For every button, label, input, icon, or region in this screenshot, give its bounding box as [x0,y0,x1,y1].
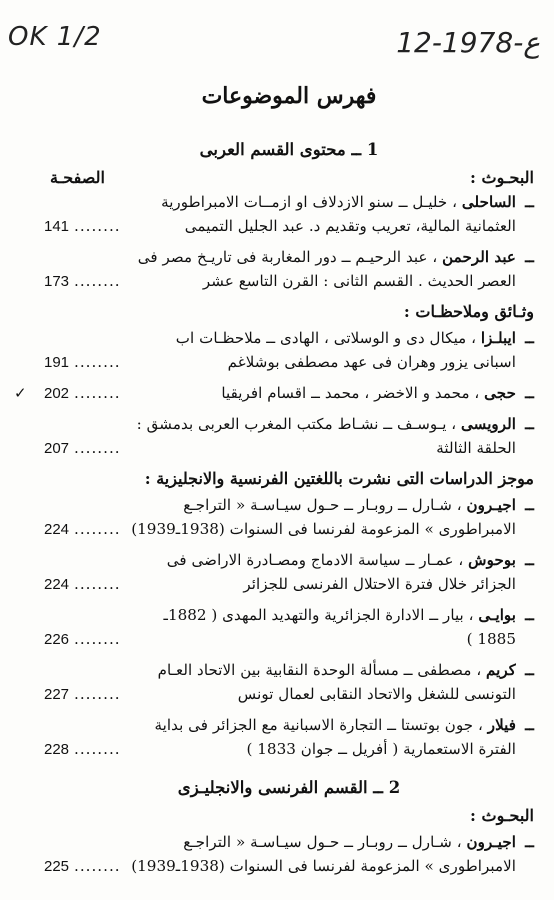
entry-first-line [44,190,534,214]
entry-title-part: ، جون بوتستا ــ التجارة الاسبانية مع الجزائر فى بداية [154,716,483,734]
entry-title-part: ، شـارل ــ روبـار ــ حـول سيـاسـة « التراجـع [183,833,462,851]
handwritten-date: 12-ع-1978 [396,26,540,59]
author-name: اجيـرون [466,496,516,514]
entry-dash: ــ [525,833,534,851]
entry-first-line [44,658,534,682]
entry-text [44,658,516,682]
entry-title-part: ، ميكال دى و الوسلاتى ، الهادى ــ ملاحظـات اب [175,329,477,347]
author-name: ايبلـزا [480,329,516,347]
summaries-list [44,493,534,762]
page-number: 224 [44,576,70,593]
entry-title-part: ، خليـل ــ سنو الازدلاف او ازمــات الامبراطورية [161,193,458,211]
entry-text: العصر الحديث . القسم الثانى : القرن التاسع عشر [202,272,516,290]
toc-page [14,83,534,885]
page-number: 141 [44,218,70,235]
author-name: عبد الرحمن [442,248,516,266]
entry-continuation-line [44,436,534,461]
author-name: بوحوش [468,551,516,569]
entry-text [44,493,516,517]
toc-entry [14,381,534,406]
entry-dash: ــ [525,716,534,734]
leader-dots: ........ [74,217,121,235]
entry-text [44,245,516,269]
page-column-label: الصفحـة [50,168,105,187]
entry-text [44,548,516,572]
leader-dots: ........ [74,857,121,875]
author-name: فيلار [487,716,516,734]
toc-entry [44,603,534,652]
documents-heading: وثـائق وملاحظـات : [403,302,534,321]
author-name: اجيـرون [466,833,516,851]
entry-first-line [44,830,534,854]
entry-dash: ــ [525,606,534,624]
entry-title-part: ، شـارل ــ روبـار ــ حـول سيـاسـة « التراجـع [183,496,462,514]
leader-dots: ........ [74,685,121,703]
entry-text [44,190,516,214]
entry-text: الحلقة الثالثة [436,439,516,457]
author-name: الساحلى [461,193,516,211]
toc-entry [44,713,534,762]
entry-first-line [44,326,534,350]
entry-continuation-line [44,627,534,652]
page-number: 202 [44,385,70,402]
entry-continuation-line [44,214,534,239]
entry-first-line [44,381,534,406]
entry-first-line [44,412,534,436]
entry-continuation-line [44,572,534,597]
toc-entry [44,493,534,542]
entry-text [44,412,516,436]
leader-dots: ........ [74,272,121,290]
entry-continuation-line [44,737,534,762]
entry-text: 1885 ) [466,630,516,648]
part-2-heading: 2 ــ القسم الفرنسى والانجليـزى [177,778,401,797]
summaries-heading: موجز الدراسات التى نشرت باللغتين الفرنسية والانجليزية : [144,469,534,488]
author-name: كريم [486,661,516,679]
entry-text: العثمانية المالية، تعريب وتقديم د. عبد الجليل التميمى [184,217,516,235]
entry-continuation-line [44,269,534,294]
entry-first-line [44,245,534,269]
entry-dash: ــ [525,248,534,266]
entry-title-part: ، بيار ــ الادارة الجزائرية والتهديد المهدى ( 1882ـ [163,606,474,624]
toc-entry [44,548,534,597]
entry-title-part: ، مصطفى ــ مسألة الوحدة النقابية بين الاتحاد العـام [157,661,482,679]
page-number: 191 [44,354,70,371]
toc-entry [44,412,534,461]
part-1-heading: 1 ــ محتوى القسم العربى [199,140,379,159]
entry-dash: ــ [525,661,534,679]
entry-dash: ــ [525,329,534,347]
entry-text [125,381,516,405]
page-number: 226 [44,631,70,648]
toc-entry [44,245,534,294]
entry-first-line [44,493,534,517]
entry-dash: ــ [525,384,534,402]
page-number: 173 [44,273,70,290]
research-2-heading: البحـوث : [470,806,534,825]
entry-dash: ــ [525,551,534,569]
entry-text [44,830,516,854]
entry-dash: ــ [525,193,534,211]
leader-dots: ........ [74,630,121,648]
entry-first-line [44,603,534,627]
entry-continuation-line [44,350,534,375]
entry-title-part: ، عمـار ــ سياسة الادماج ومصـادرة الاراضى فى [166,551,464,569]
entry-text [44,326,516,350]
entry-text: الجزائر خلال فترة الاحتلال الفرنسى للجزائر [243,575,516,593]
toc-entry [44,658,534,707]
page-number: 207 [44,440,70,457]
entry-text: الفترة الاستعمارية ( أفريل ــ جوان 1833 ) [246,740,516,758]
entry-continuation-line [44,517,534,542]
entry-dash: ــ [525,415,534,433]
page-title: فهرس الموضوعات [201,83,377,109]
page-number: 225 [44,858,70,875]
entry-text: اسبانى يزور وهران فى عهد مصطفى بوشلاغم [227,353,516,371]
leader-dots: ........ [74,439,121,457]
author-name: الرويسى [461,415,516,433]
toc-entry [44,190,534,239]
entry-continuation-line [44,854,534,879]
leader-dots: ........ [74,384,121,402]
handwritten-note-left: OK 1/2 [8,22,102,52]
entry-text: التونسى للشغل والاتحاد النقابى لعمال تونس [237,685,516,703]
entry-text [44,713,516,737]
check-mark-icon: ✓ [14,384,27,402]
leader-dots: ........ [74,520,121,538]
leader-dots: ........ [74,353,121,371]
entry-title-part: ، يـوسـف ــ نشـاط مكتب المغرب العربى بدمشق : [136,415,457,433]
entry-dash: ــ [525,496,534,514]
entry-text [44,603,516,627]
entry-continuation-line [44,682,534,707]
entry-first-line [44,713,534,737]
entry-first-line [44,548,534,572]
research-list [44,190,534,294]
author-name: بوايـى [478,606,516,624]
toc-entry [44,326,534,375]
toc-entry [44,830,534,879]
leader-dots: ........ [74,575,121,593]
page-number: 227 [44,686,70,703]
entry-text: الامبراطورى » المزعومة لفرنسا فى السنوات (1938ـ1939) [131,520,516,538]
research-2-list [44,830,534,879]
entry-text: الامبراطورى » المزعومة لفرنسا فى السنوات (1938ـ1939) [131,857,516,875]
documents-list [14,326,534,461]
research-heading: البحـوث : [470,168,534,187]
author-name: حجى [484,384,516,402]
research-heading-row [44,166,534,190]
entry-title-part: ، عبد الرحيـم ــ دور المغاربة فى تاريـخ مصر فى [137,248,438,266]
leader-dots: ........ [74,740,121,758]
page-number: 224 [44,521,70,538]
entry-title-part: ، محمد و الاخضر ، محمد ــ اقسام افريقيا [221,384,480,402]
page-number: 228 [44,741,70,758]
